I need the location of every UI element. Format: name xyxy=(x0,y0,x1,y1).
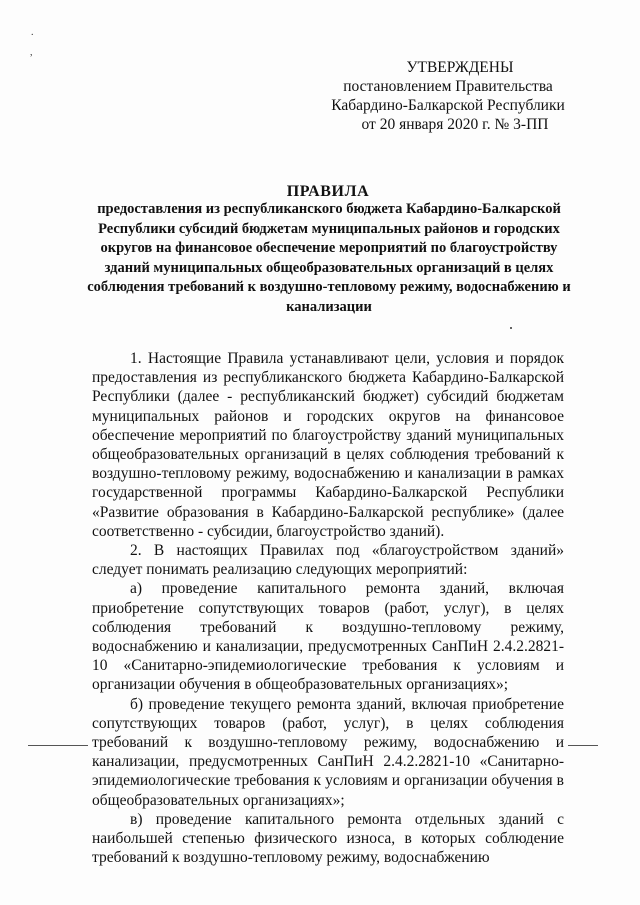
approval-stamp xyxy=(318,58,578,134)
document-subtitle: предоставления из республиканского бюджета Кабардино-Балкарской Республики субсидий бюджетам муниципальных районов и городских округов на финансовое обеспечение мероприятий по благоустройству зданий муниципальных общеобразовательных организаций в целях соблюдения требований к воздушно-тепловому режиму, водоснабжению и канализации xyxy=(87,201,571,315)
paragraph: 2. В настоящих Правилах под «благоустройством зданий» следует понимать реализацию следующих мероприятий: xyxy=(92,542,564,579)
approval-heading: УТВЕРЖДЕНЫ xyxy=(406,59,514,76)
paragraph: б) проведение текущего ремонта зданий, включая приобретение сопутствующих товаров (работ, услуг), в целях соблюдения требований к воздушно-тепловому режиму, водоснабжению и канализации, предусмотренных СанПиН 2.4.2.2821-10 «Санитарно-эпидемиологические требования к условиям и организации обучения в общеобразовательных организациях»; xyxy=(92,695,564,809)
scan-line xyxy=(28,745,88,746)
scan-mark: , xyxy=(30,47,33,58)
paragraph: в) проведение капитального ремонта отдельных зданий с наибольшей степенью физического износа, в которых соблюдение требований к воздушно-тепловому режиму, водоснабжению xyxy=(92,810,564,867)
scan-dot xyxy=(510,327,512,329)
approval-line: от 20 января 2020 г. № 3-ПП xyxy=(361,116,549,133)
document-title: ПРАВИЛА xyxy=(286,183,370,200)
approval-line: постановлением Правительства xyxy=(343,78,553,95)
document-body xyxy=(92,349,564,867)
approval-line: Кабардино-Балкарской Республики xyxy=(331,97,565,114)
scan-line xyxy=(568,745,598,746)
scan-mark: . xyxy=(31,27,34,38)
paragraph: а) проведение капитального ремонта зданий, включая приобретение сопутствующих товаров (работ, услуг), в целях соблюдения требований к воздушно-тепловому режиму, водоснабжению и канализации, предусмотренных СанПиН 2.4.2.2821-10 «Санитарно-эпидемиологические требования к условиям и организации обучения в общеобразовательных организациях»; xyxy=(92,580,564,694)
paragraph: 1. Настоящие Правила устанавливают цели, условия и порядок предоставления из республиканского бюджета Кабардино-Балкарской Республики (далее - республиканский бюджет) субсидий бюджетам муниципальных районов и городских округов на финансовое обеспечение мероприятий по благоустройству зданий муниципальных общеобразовательных организаций в целях соблюдения требований к воздушно-тепловому режиму, водоснабжению и канализации в рамках государственной программы Кабардино-Балкарской Республики «Развитие образования в Кабардино-Балкарской республике» (далее соответственно - субсидии, благоустройство зданий). xyxy=(92,350,564,540)
